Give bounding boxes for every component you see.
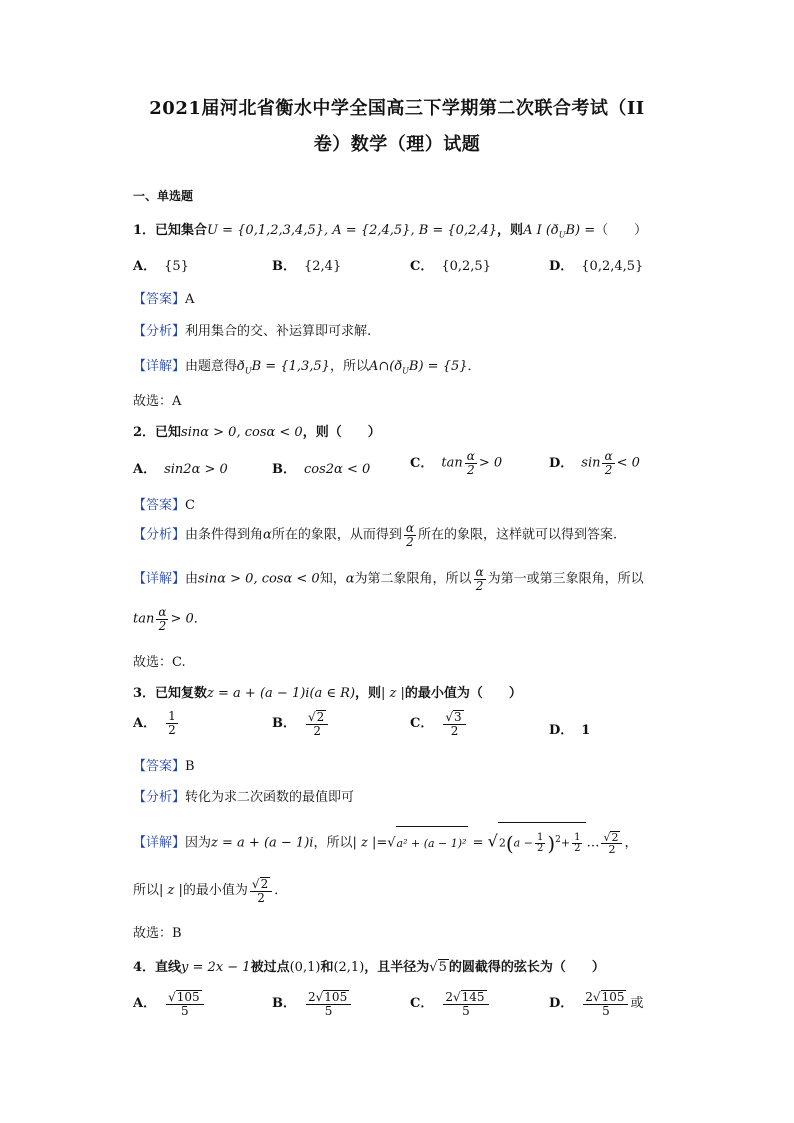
q3-detail-radix1: √ bbox=[387, 835, 396, 851]
q3-option-b-rad: 2 bbox=[316, 710, 325, 724]
q4-option-c-rad: 145 bbox=[461, 990, 485, 1004]
q2-detail2-den: 2 bbox=[158, 618, 167, 633]
q2-option-b bbox=[272, 458, 370, 477]
q3-detail-r-frac bbox=[601, 831, 622, 856]
q3-option-c-radix: √ bbox=[445, 710, 454, 724]
q3-option-c-den: 2 bbox=[450, 723, 459, 738]
q2-detail-mid2: 为第二象限角，所以 bbox=[354, 571, 472, 587]
q2-analysis-mid: 所在的象限，从而得到 bbox=[271, 527, 402, 543]
q3-option-a-frac bbox=[166, 710, 178, 736]
q4-option-a-radix: √ bbox=[168, 990, 176, 1004]
q2-option-d-post: < 0 bbox=[616, 455, 640, 471]
q3-detail-h-frac bbox=[535, 833, 545, 855]
q3-detail-math: z = a + (a − 1)i bbox=[211, 835, 314, 851]
q3-stem-abs: | z | bbox=[381, 686, 405, 701]
q3-analysis-text: 转化为求二次函数的最值即可 bbox=[185, 790, 355, 805]
q4-option-b-den: 5 bbox=[324, 1003, 333, 1018]
q1-option-a bbox=[133, 255, 189, 274]
q4-option-b-coef: 2 bbox=[308, 990, 316, 1004]
q1-answer-tag: 【答案】 bbox=[133, 292, 186, 307]
q2-detail2-frac bbox=[156, 606, 168, 632]
q2-analysis-tag: 【分析】 bbox=[133, 527, 186, 543]
q4-option-c-coef: 2 bbox=[445, 990, 453, 1004]
q2-option-b-text: cos2α < 0 bbox=[304, 462, 371, 477]
q1-expr-u: U bbox=[558, 230, 566, 240]
q1-detail-tag: 【详解】 bbox=[133, 359, 186, 374]
q4-option-b-label: B． bbox=[272, 996, 296, 1012]
q1-detail-m1: ð bbox=[237, 359, 245, 374]
q1-detail-m1u: U bbox=[244, 366, 252, 376]
q3-detail-r-radix: √ bbox=[603, 830, 611, 844]
q3-option-c-frac bbox=[443, 710, 465, 737]
q3-option-a-den: 2 bbox=[168, 722, 176, 737]
q3-detail-eq: = bbox=[472, 835, 484, 851]
q2-detail-pre: 由 bbox=[185, 571, 199, 587]
q2-detail-line2 bbox=[133, 606, 207, 632]
q1-set-a: , A = {2,4,5} bbox=[324, 223, 411, 238]
q3-detail-end: ， bbox=[624, 835, 638, 851]
q3-option-c-num bbox=[443, 710, 465, 725]
q3-option-a-label: A． bbox=[133, 715, 157, 731]
q1-analysis-tag: 【分析】 bbox=[133, 324, 186, 339]
q2-option-c bbox=[410, 450, 502, 476]
q2-option-d-pre: sin bbox=[581, 455, 601, 471]
q2-option-d bbox=[549, 450, 640, 476]
q1-option-a-text: {5} bbox=[164, 259, 189, 274]
q2-option-c-frac bbox=[465, 450, 477, 476]
q3-stem-mid: ，则 bbox=[355, 686, 382, 701]
q2-option-b-label: B． bbox=[272, 462, 296, 477]
q1-option-b-text: {2,4} bbox=[304, 259, 342, 274]
q3-detail-h-den: 2 bbox=[536, 843, 544, 855]
q2-stem bbox=[133, 421, 381, 440]
q2-option-a bbox=[133, 458, 228, 477]
q1-detail-m2u: U bbox=[402, 366, 409, 376]
q2-option-c-den: 2 bbox=[466, 462, 475, 477]
doc-title-line1: 2021届河北省衡水中学全国高三下学期第二次联合考试（II bbox=[149, 98, 645, 119]
q2-detail-den: 2 bbox=[475, 578, 484, 593]
q3-detail-abs: | z |= bbox=[352, 835, 388, 851]
q2-option-c-post: > 0 bbox=[478, 455, 503, 471]
q4-stem-p1: (0,1) bbox=[289, 960, 321, 975]
q2-detail-mid1: 知， bbox=[319, 571, 346, 587]
q4-option-d-rad: 105 bbox=[601, 990, 625, 1004]
q3-option-c-label: C． bbox=[410, 716, 434, 732]
q3-detail-radix2: √ bbox=[487, 831, 498, 851]
q1-detail-m2: A∩(ð bbox=[368, 359, 403, 374]
q2-answer-tag: 【答案】 bbox=[133, 498, 186, 513]
q3-detail2-num bbox=[250, 877, 272, 892]
q4-option-c bbox=[410, 990, 491, 1017]
q4-option-c-frac bbox=[443, 990, 488, 1017]
q1-paren: （ ） bbox=[595, 223, 648, 238]
q4-option-a bbox=[133, 990, 206, 1017]
q1-detail-m2b: B) = {5} bbox=[408, 359, 468, 374]
q1-detail-mid: ，所以 bbox=[329, 359, 369, 374]
q3-option-b bbox=[272, 710, 330, 737]
q3-analysis-tag: 【分析】 bbox=[133, 790, 186, 805]
q3-detail-mid: ，所以 bbox=[313, 835, 353, 851]
q4-stem-pre: 4．直线 bbox=[133, 960, 182, 975]
q2-stem-end: ，则（ ） bbox=[302, 425, 381, 440]
q1-detail bbox=[133, 355, 481, 376]
q3-detail-r-num bbox=[601, 831, 622, 845]
q2-analysis-end: 所在的象限，这样就可以得到答案. bbox=[417, 527, 618, 543]
q4-option-c-label: C． bbox=[410, 996, 434, 1012]
q3-analysis bbox=[133, 786, 354, 805]
q1-option-b-label: B． bbox=[272, 259, 296, 274]
q3-option-c bbox=[410, 710, 468, 737]
q3-detail-sq: 2 bbox=[555, 835, 561, 845]
q4-option-a-label: A． bbox=[133, 996, 157, 1012]
q1-set-u: U = {0,1,2,3,4,5} bbox=[207, 223, 324, 238]
q4-option-d-tail: 或 bbox=[630, 996, 644, 1012]
q2-option-c-pre: tan bbox=[441, 455, 463, 471]
q4-stem-r: 5 bbox=[438, 960, 447, 975]
q3-option-c-rad: 3 bbox=[454, 710, 462, 724]
q3-option-d-label: D． bbox=[549, 723, 574, 738]
q3-detail-r-den: 2 bbox=[608, 843, 616, 857]
q4-option-b-radix: √ bbox=[315, 990, 324, 1004]
q1-expr: A I (ð bbox=[523, 223, 559, 238]
q1-option-d-text: {0,2,4,5} bbox=[581, 259, 644, 274]
q1-option-c-label: C． bbox=[410, 259, 434, 274]
q1-option-a-label: A． bbox=[133, 259, 157, 274]
q2-detail2-pre: tan bbox=[133, 611, 155, 627]
q4-option-d-coef: 2 bbox=[585, 990, 593, 1004]
q2-option-a-text: sin2α > 0 bbox=[164, 462, 228, 477]
q2-analysis-num: α bbox=[405, 521, 414, 535]
q4-option-c-num bbox=[443, 990, 488, 1005]
q1-stem bbox=[133, 219, 647, 240]
q2-stem-pre: 2．已知 bbox=[133, 425, 182, 440]
q1-answer bbox=[133, 288, 194, 307]
q3-answer-value: B bbox=[185, 759, 195, 774]
q3-answer-tag: 【答案】 bbox=[133, 759, 186, 774]
q4-option-c-radix: √ bbox=[453, 990, 461, 1004]
q4-stem-end: 的圆截得的弦长为（ ） bbox=[448, 960, 605, 975]
q3-option-a bbox=[133, 710, 180, 736]
q3-detail2-frac bbox=[250, 877, 272, 904]
q4-stem-line: y = 2x − 1 bbox=[181, 960, 251, 975]
q1-analysis-text: 利用集合的交、补运算即可求解. bbox=[185, 324, 372, 339]
q3-detail-line2 bbox=[133, 877, 287, 904]
q4-stem-radix: √ bbox=[429, 960, 438, 975]
q4-option-b-rad: 105 bbox=[324, 990, 348, 1004]
q2-option-d-num: α bbox=[604, 449, 613, 463]
q3-stem-end: 的最小值为（ ） bbox=[404, 686, 522, 701]
q4-stem-and: 和 bbox=[320, 960, 334, 975]
q2-option-c-num: α bbox=[466, 449, 475, 463]
q2-detail-math: sinα > 0, cosα < 0 bbox=[198, 571, 320, 587]
q3-option-b-radix: √ bbox=[308, 710, 316, 724]
q1-option-d-label: D． bbox=[549, 259, 574, 274]
q2-detail-alpha: α bbox=[345, 571, 355, 587]
q2-detail-end: 为第一或第三象限角，所以 bbox=[487, 571, 644, 587]
q3-detail2-pre: 所以 bbox=[133, 883, 160, 899]
q3-option-b-num bbox=[306, 710, 328, 725]
q4-option-a-frac bbox=[166, 990, 204, 1017]
q2-option-d-den: 2 bbox=[604, 462, 613, 477]
q2-detail-frac bbox=[474, 566, 486, 592]
q2-option-d-label: D． bbox=[549, 455, 574, 471]
q1-set-b: , B = {0,2,4} bbox=[410, 223, 498, 238]
q3-detail2-den: 2 bbox=[257, 890, 265, 905]
q2-analysis bbox=[133, 522, 617, 548]
q2-answer-value: C bbox=[185, 498, 195, 513]
q3-option-d bbox=[549, 719, 590, 738]
q4-option-c-den: 5 bbox=[462, 1003, 470, 1018]
q4-option-a-num bbox=[166, 990, 204, 1005]
q3-detail-p-num: 1 bbox=[574, 831, 581, 843]
q1-option-c bbox=[410, 255, 491, 274]
q4-option-d-num bbox=[583, 990, 628, 1005]
q4-stem bbox=[133, 956, 605, 975]
q2-stem-math: sinα > 0, cosα < 0 bbox=[181, 425, 303, 440]
q2-detail bbox=[133, 566, 644, 592]
q1-answer-value: A bbox=[185, 292, 195, 307]
q2-choice: 故选：C. bbox=[133, 655, 186, 670]
q4-option-a-rad: 105 bbox=[176, 990, 200, 1004]
q4-stem-p2: (2,1) bbox=[333, 960, 365, 975]
q3-detail-pre: 因为 bbox=[185, 835, 212, 851]
q3-detail-rparen: ) bbox=[547, 831, 556, 856]
q1-detail-pre: 由题意得 bbox=[185, 359, 238, 374]
q3-detail2-abs: | z | bbox=[159, 883, 183, 899]
q3-detail-lparen: ( bbox=[505, 831, 514, 856]
q3-detail bbox=[133, 822, 638, 861]
q3-option-a-num: 1 bbox=[168, 709, 176, 723]
q1-option-c-text: {0,2,5} bbox=[441, 259, 491, 274]
doc-title-line2: 卷）数学（理）试题 bbox=[313, 134, 481, 155]
q2-detail2-post: > 0 bbox=[170, 611, 194, 627]
q3-detail-h-num: 1 bbox=[536, 831, 544, 843]
q3-option-d-text: 1 bbox=[581, 723, 591, 738]
q4-option-a-den: 5 bbox=[181, 1003, 189, 1018]
q3-detail-p-den: 2 bbox=[574, 843, 581, 855]
q1-detail-end: ． bbox=[467, 359, 481, 374]
q3-stem bbox=[133, 682, 522, 701]
q2-detail2-end: ． bbox=[193, 611, 207, 627]
q3-choice: 故选：B bbox=[133, 926, 182, 941]
q3-detail-plus: + bbox=[560, 836, 571, 850]
q2-detail-num: α bbox=[475, 565, 484, 579]
q3-option-b-label: B． bbox=[272, 716, 296, 732]
q3-detail-rad1: a² + (a − 1)² bbox=[396, 826, 469, 861]
q1-option-d bbox=[549, 255, 643, 274]
q1-choice: 故选：A bbox=[133, 394, 182, 409]
q2-option-d-frac bbox=[602, 450, 614, 476]
q3-detail-r-rad: 2 bbox=[611, 830, 619, 844]
q2-option-c-label: C． bbox=[410, 455, 434, 471]
q2-analysis-frac bbox=[404, 522, 416, 548]
q2-detail2-num: α bbox=[158, 605, 167, 619]
q4-stem-mid2: ，且半径为 bbox=[364, 960, 430, 975]
q3-detail-p-frac bbox=[572, 833, 582, 855]
q1-expr-end: B) = bbox=[565, 223, 596, 238]
q2-analysis-pre: 由条件得到角 bbox=[185, 527, 264, 543]
q4-option-d-den: 5 bbox=[602, 1003, 610, 1018]
q2-analysis-den: 2 bbox=[406, 534, 414, 549]
q4-option-d-label: D． bbox=[549, 996, 574, 1012]
q2-analysis-alpha: α bbox=[263, 527, 272, 543]
q1-analysis bbox=[133, 320, 371, 339]
q2-option-a-label: A． bbox=[133, 462, 157, 477]
q3-answer bbox=[133, 755, 195, 774]
q3-detail-rad2-in: a − bbox=[513, 836, 533, 850]
q1-detail-m1b: B = {1,3,5} bbox=[251, 359, 330, 374]
q3-stem-math: z = a + (a − 1)i(a ∈ R) bbox=[207, 686, 356, 701]
q3-option-b-den: 2 bbox=[313, 723, 321, 738]
section-heading: 一、单选题 bbox=[133, 189, 194, 203]
q1-stem-mid: ，则 bbox=[497, 223, 524, 238]
q4-option-b bbox=[272, 990, 353, 1017]
q3-detail-rad2 bbox=[498, 822, 587, 861]
q4-option-b-frac bbox=[306, 990, 351, 1017]
q3-detail2-rad: 2 bbox=[260, 877, 269, 891]
q3-detail2-mid: 的最小值为 bbox=[182, 883, 248, 899]
q3-detail-rad2-pre: 2 bbox=[498, 836, 506, 850]
q4-stem-mid1: 被过点 bbox=[250, 960, 290, 975]
q4-option-d-frac bbox=[583, 990, 628, 1017]
q1-stem-pre: 1．已知集合 bbox=[133, 223, 208, 238]
q3-detail2-radix: √ bbox=[251, 877, 260, 891]
q1-option-b bbox=[272, 255, 341, 274]
q3-detail-tag: 【详解】 bbox=[133, 835, 186, 851]
q4-option-d-radix: √ bbox=[592, 990, 601, 1004]
q3-stem-pre: 3．已知复数 bbox=[133, 686, 208, 701]
q2-detail-tag: 【详解】 bbox=[133, 571, 186, 587]
q3-detail-ge: … bbox=[586, 835, 600, 851]
q4-option-d bbox=[549, 990, 644, 1017]
q4-option-b-num bbox=[306, 990, 351, 1005]
q3-option-b-frac bbox=[306, 710, 328, 737]
q3-detail2-end: ． bbox=[274, 883, 288, 899]
q2-answer bbox=[133, 494, 195, 513]
